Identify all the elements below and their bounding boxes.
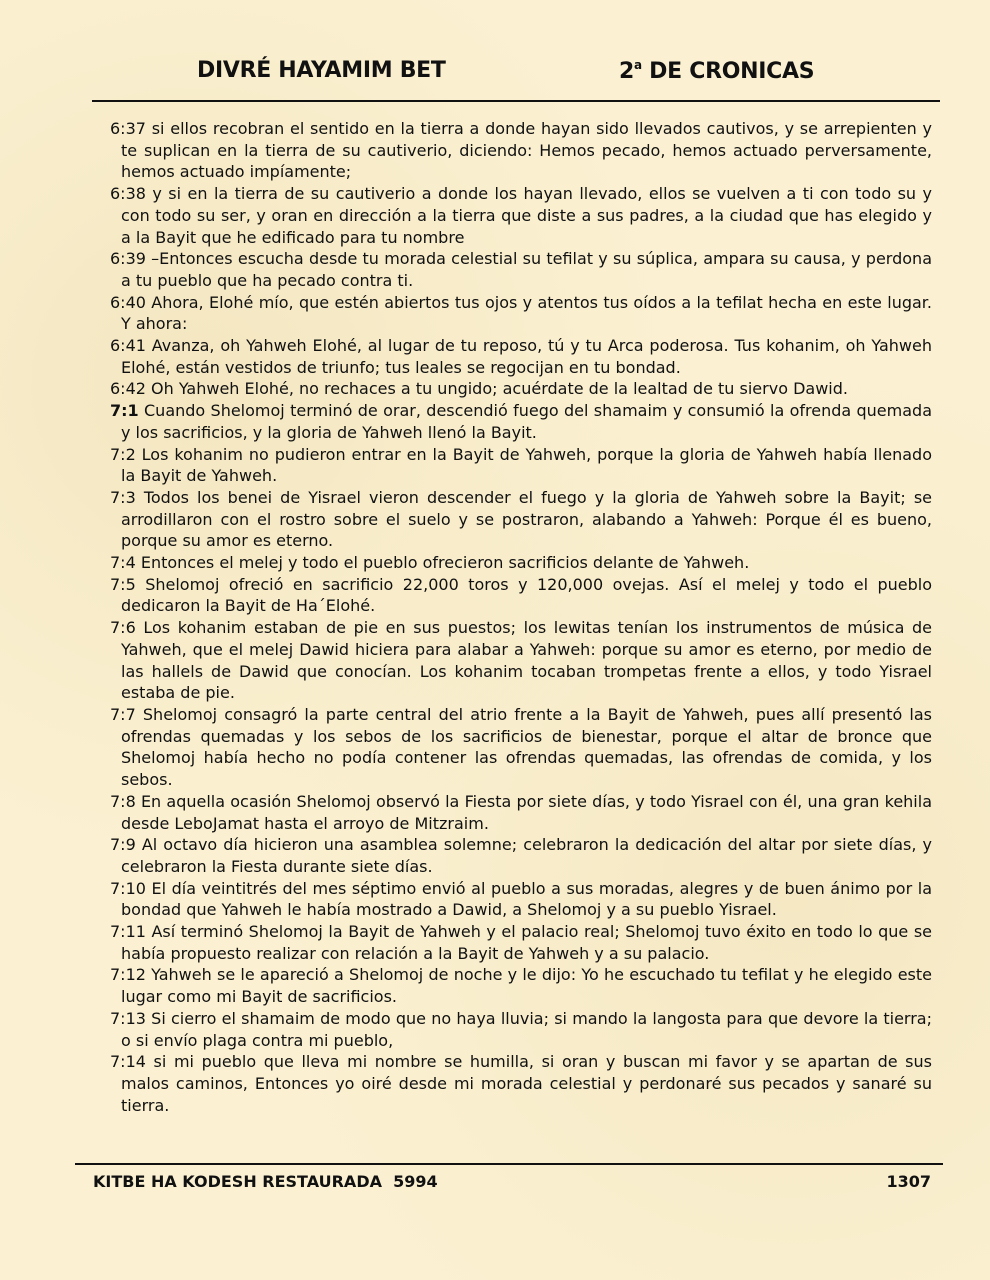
verse — [110, 921, 932, 964]
footer-rule — [75, 1163, 943, 1165]
verse — [110, 552, 932, 574]
verse-reference: 7:12 — [110, 965, 146, 985]
verse-text: si mi pueblo que lleva mi nombre se humilla, si oran y buscan mi favor y se apartan de sus malos caminos, Entonces yo oiré desde mi morada celestial y perdonaré sus pecados y sanaré su tierra. — [121, 1052, 932, 1115]
verse-text: si ellos recobran el sentido en la tierra a donde hayan sido llevados cautivos, y se arrepienten y te suplican en la tierra de su cautiverio, diciendo: Hemos pecado, hemos actuado perversamente, hemos actuado impíamente; — [121, 119, 932, 182]
verse — [110, 183, 932, 248]
verse-text: Cuando Shelomoj terminó de orar, descendió fuego del shamaim y consumió la ofrenda quemada y los sacrificios, y la gloria de Yahweh llenó la Bayit. — [121, 401, 932, 442]
verse-reference: 7:14 — [110, 1052, 146, 1072]
verse — [110, 118, 932, 183]
verse-text: y si en la tierra de su cautiverio a donde los hayan llevado, ellos se vuelven a ti con todo su y con todo su ser, y oran en dirección a la tierra que diste a sus padres, a la ciudad que has elegido y a la Bayit que he edificado para tu nombre — [121, 184, 932, 247]
running-head-text: DE CRONICAS — [641, 59, 815, 84]
verse-reference: 7:9 — [110, 835, 136, 855]
verse — [110, 487, 932, 552]
verse — [110, 248, 932, 291]
verse — [110, 878, 932, 921]
running-head-superscript: a — [634, 58, 642, 72]
verse-text: Los kohanim no pudieron entrar en la Bayit de Yahweh, porque la gloria de Yahweh había llenado la Bayit de Yahweh. — [121, 444, 932, 486]
verse-text: Entonces el melej y todo el pueblo ofrecieron sacrificios delante de Yahweh. — [135, 553, 750, 573]
verse-reference: 7:4 — [110, 553, 136, 573]
verse — [110, 400, 932, 443]
verse — [110, 378, 932, 400]
verse — [110, 834, 932, 877]
verse-reference: 7:5 — [110, 574, 136, 594]
page-number: 1307 — [886, 1172, 931, 1191]
verse-reference: 7:8 — [110, 791, 136, 811]
verse-reference: 7:13 — [110, 1008, 146, 1028]
verse — [110, 617, 932, 704]
verse — [110, 335, 932, 378]
header-rule — [92, 100, 940, 102]
verse — [110, 704, 932, 791]
verse — [110, 292, 932, 335]
verse-reference: 7:7 — [110, 704, 136, 724]
verse-reference: 7:11 — [110, 922, 146, 942]
page-header — [92, 58, 940, 98]
running-head-number: 2 — [619, 59, 635, 84]
running-head-book: DIVRÉ HAYAMIM BET — [197, 58, 446, 83]
verse-reference: 6:42 — [110, 379, 146, 399]
verse — [110, 574, 932, 617]
verse-text: Yahweh se le apareció a Shelomoj de noche y le dijo: Yo he escuchado tu tefilat y he elegido este lugar como mi Bayit de sacrificios. — [121, 965, 932, 1007]
verse-text: –Entonces escucha desde tu morada celestial su tefilat y su súplica, ampara su causa, y perdona a tu pueblo que ha pecado contra ti. — [121, 249, 932, 290]
verse-text: Shelomoj consagró la parte central del atrio frente a la Bayit de Yahweh, pues allí presentó las ofrendas quemadas y los sebos de los sacrificios de bienestar, porque el altar de bronce que Shelomoj había hecho no podía contener las ofrendas quemadas, las ofrendas de comida, y los sebos. — [121, 704, 932, 790]
verse-text: Si cierro el shamaim de modo que no haya lluvia; si mando la langosta para que devore la tierra; o si envío plaga contra mi pueblo, — [121, 1008, 932, 1050]
verse — [110, 791, 932, 834]
verse-text: En aquella ocasión Shelomoj observó la Fiesta por siete días, y todo Yisrael con él, una gran kehila desde LeboJamat hasta el arroyo de Mitzraim. — [121, 791, 932, 833]
verse — [110, 1051, 932, 1116]
verse — [110, 964, 932, 1007]
verse-reference: 7:2 — [110, 444, 136, 464]
verse-reference: 7:10 — [110, 878, 146, 898]
verse-reference: 6:38 — [110, 184, 146, 204]
verse-text: Oh Yahweh Elohé, no rechaces a tu ungido; acuérdate de la lealtad de tu siervo Dawid. — [145, 379, 848, 399]
verse-reference: 6:41 — [110, 336, 146, 356]
verse-reference: 7:1 — [110, 401, 139, 421]
verse-text: Avanza, oh Yahweh Elohé, al lugar de tu reposo, tú y tu Arca poderosa. Tus kohanim, oh Yahweh Elohé, están vestidos de triunfo; tus leales se regocijan en tu bondad. — [121, 336, 932, 377]
footer-title: KITBE HA KODESH RESTAURADA 5994 — [93, 1172, 438, 1191]
verse — [110, 1008, 932, 1051]
verse-reference: 6:40 — [110, 292, 146, 312]
verse-text: El día veintitrés del mes séptimo envió al pueblo a sus moradas, alegres y de buen ánimo por la bondad que Yahweh le había mostrado a Dawid, a Shelomoj y a su pueblo Yisrael. — [121, 878, 932, 920]
verse-text: Ahora, Elohé mío, que estén abiertos tus ojos y atentos tus oídos a la tefilat hecha en este lugar. Y ahora: — [121, 292, 932, 334]
verse-text: Shelomoj ofreció en sacrificio 22,000 toros y 120,000 ovejas. Así el melej y todo el pueblo dedicaron la Bayit de Ha´Elohé. — [121, 574, 932, 616]
verse-text: Todos los benei de Yisrael vieron descender el fuego y la gloria de Yahweh sobre la Bayit; se arrodillaron con el rostro sobre el suelo y se postraron, alabando a Yahweh: Porque él es bueno, porque su amor es eterno. — [121, 487, 932, 551]
verse — [110, 444, 932, 487]
verse-reference: 7:6 — [110, 618, 136, 638]
verse-reference: 6:37 — [110, 119, 146, 138]
verse-text: Al octavo día hicieron una asamblea solemne; celebraron la dedicación del altar por siete días, y celebraron la Fiesta durante siete días. — [121, 835, 932, 876]
verse-text: Así terminó Shelomoj la Bayit de Yahweh y el palacio real; Shelomoj tuvo éxito en todo lo que se había propuesto realizar con relación a la Bayit de Yahweh y a su palacio. — [121, 922, 932, 963]
verse-reference: 7:3 — [110, 487, 136, 507]
verse-text: Los kohanim estaban de pie en sus puestos; los lewitas tenían los instrumentos de música de Yahweh, que el melej Dawid hiciera para alabar a Yahweh: porque su amor es eterno, por medio de las hallels de Dawid que conocían. Los kohanim tocaban trompetas frente a ellos, y todo Yisrael estaba de pie. — [121, 618, 932, 703]
verse-list — [110, 118, 932, 1116]
verse-reference: 6:39 — [110, 249, 146, 269]
running-head-title — [619, 58, 814, 84]
